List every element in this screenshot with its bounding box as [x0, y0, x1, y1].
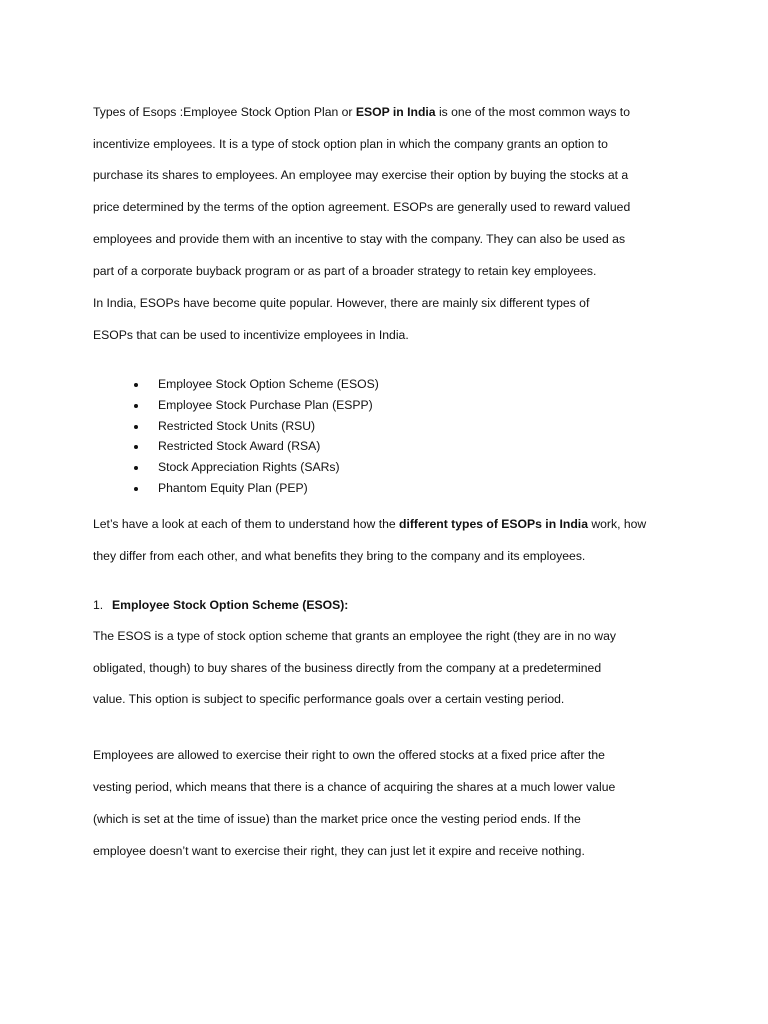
intro-line-6: part of a corporate buyback program or as part of a broader strategy to retain key employees. [93, 264, 597, 278]
section-p2-line-4: employee doesn’t want to exercise their right, they can just let it expire and receive nothing. [93, 844, 585, 858]
section-p2-line-3: (which is set at the time of issue) than the market price once the vesting period ends. If the [93, 812, 581, 826]
list-item-label: Employee Stock Purchase Plan (ESPP) [158, 397, 373, 412]
intro-line-1 [93, 104, 630, 120]
bullet-icon [134, 383, 138, 387]
section-number: 1. [93, 598, 104, 612]
intro-plan-text: Employee Stock Option Plan or [183, 105, 356, 119]
section-p1-line-3: value. This option is subject to specific performance goals over a certain vesting period. [93, 692, 565, 706]
list-item-label: Phantom Equity Plan (PEP) [158, 480, 308, 495]
list-item-label: Restricted Stock Units (RSU) [158, 418, 316, 433]
intro-topic-label: Types of Esops : [93, 105, 184, 119]
intro-line-7: In India, ESOPs have become quite popular. However, there are mainly six different types of [93, 296, 590, 310]
bullet-icon [134, 404, 138, 408]
bullet-icon [134, 487, 138, 491]
section-p2-line-2: vesting period, which means that there is a chance of acquiring the shares at a much lower value [93, 780, 616, 794]
intro-line-3: purchase its shares to employees. An employee may exercise their option by buying the stocks at a [93, 168, 629, 182]
list-item-label: Stock Appreciation Rights (SARs) [158, 460, 340, 475]
section-p1-line-1: The ESOS is a type of stock option scheme that grants an employee the right (they are in no way [93, 629, 616, 643]
intro-line-8: ESOPs that can be used to incentivize employees in India. [93, 328, 409, 342]
list-item-label: Restricted Stock Award (RSA) [158, 439, 321, 454]
lookahead-line-1 [93, 516, 646, 532]
bullet-icon [134, 466, 138, 470]
intro-line-1-tail: is one of the most common ways to [435, 105, 630, 119]
bullet-icon [134, 425, 138, 429]
intro-line-5: employees and provide them with an incentive to stay with the company. They can also be used as [93, 232, 626, 246]
bullet-icon [134, 445, 138, 449]
lookahead-bold-text: different types of ESOPs in India [399, 517, 588, 531]
lookahead-line-2: they differ from each other, and what benefits they bring to the company and its employees. [93, 549, 586, 563]
lookahead-tail: work, how [587, 517, 647, 531]
section-title: Employee Stock Option Scheme (ESOS): [112, 598, 349, 612]
section-p2-line-1: Employees are allowed to exercise their right to own the offered stocks at a fixed price after the [93, 748, 605, 762]
intro-line-4: price determined by the terms of the option agreement. ESOPs are generally used to reward valued [93, 200, 631, 214]
intro-esop-india-link-text: ESOP in India [355, 105, 436, 119]
lookahead-text: Let’s have a look at each of them to understand how the [93, 517, 400, 531]
section-p1-line-2: obligated, though) to buy shares of the business directly from the company at a predetermined [93, 661, 602, 675]
list-item-label: Employee Stock Option Scheme (ESOS) [158, 377, 379, 391]
intro-line-2: incentivize employees. It is a type of stock option plan in which the company grants an option to [93, 137, 608, 151]
